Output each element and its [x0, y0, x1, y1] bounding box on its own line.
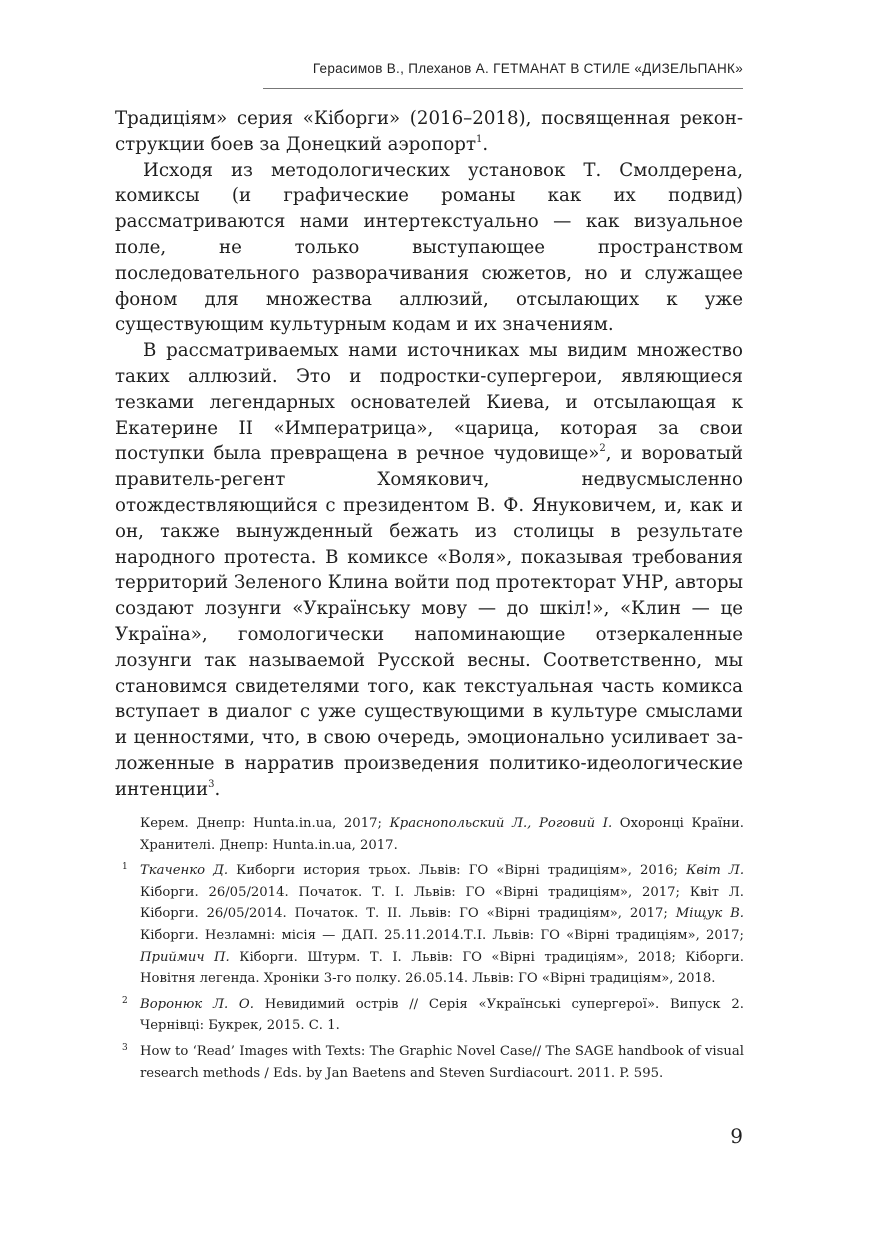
- fn1-h: Кіборги. Штурм. Т. І. Львів: ГО «Вірні традиціям», 2018; Кіборги. Новітня легенда. Хроніки 3-го полку. 26.05.14. Львів: ГО «Вірні традиціям», 2018.: [140, 949, 744, 987]
- fn-cont-b: Краснопольский Л., Роговий І.: [389, 816, 613, 831]
- fn1-g: Приймич П.: [140, 949, 230, 965]
- footnote-ref-1[interactable]: 1: [476, 133, 483, 145]
- paragraph-1-end: .: [482, 133, 489, 155]
- paragraph-3-end: .: [214, 778, 221, 800]
- footnote-ref-3[interactable]: 3: [208, 778, 215, 790]
- fn-cont-c: Охоронці Країни. Хранителі. Днепр: Hunta.in.ua, 2017.: [140, 816, 744, 853]
- main-text: [115, 106, 743, 803]
- paragraph-3-text-a: В рассматриваемых нами источниках мы видим множество таких аллюзий. Это и подростки-супергерои, являющиеся тезками легендарных основателей Киева, и отсылающая к Екатерине II «Императрица», «царица, которая за свои поступки была превращена в речное чудовище»: [115, 340, 743, 465]
- paragraph-3: [115, 338, 743, 802]
- fn1-d: Кіборги. 26/05/2014. Початок. Т. І. Львів: ГО «Вірні традиціям», 2017; Квіт Л. Кіборги. 26/05/2014. Початок. Т. ІІ. Львів: ГО «Вірні традиціям», 2017;: [140, 884, 744, 922]
- footnote-3: [122, 1041, 744, 1084]
- footnote-1: [122, 860, 744, 990]
- fn3-a: How to ‘Read’ Images with Texts: The Graphic Novel Case// The SAGE handbook of visual research methods / Eds. by Jan Baetens and Steven Surdiacourt. 2011. P. 595.: [140, 1043, 744, 1081]
- running-head: [240, 61, 743, 76]
- fn2-b: Невидимий острів // Серія «Українські супергерої». Випуск 2. Чернівці: Букрек, 2015. С. 1.: [140, 996, 744, 1034]
- paragraph-3-text-b: , и вороватый правитель-регент Хомякович, недвусмысленно отождествляющийся с президентом В. Ф. Януковичем, и, как и он, также вынужденный бежать из столицы в результате народного протеста. В комиксе «Воля», показывая требования территорий Зеленого Клина войти под протекторат УНР, авторы создают лозунги «Українську мову — до шкіл!», «Клин — це Україна», гомологически напоминающие отзеркаленные лозунги так называемой Русской весны. Соответственно, мы становимся свидетелями того, как текстуальная часть комикса вступает в диалог с уже существующими в культуре смыслами и ценностями, что, в свою очередь, эмоционально усиливает заложенные в нарратив произведения политико-идеологические интенции: [115, 443, 743, 800]
- footnote-3-number: 3: [122, 1042, 128, 1053]
- footnote-2: [122, 994, 744, 1037]
- paragraph-1-text: Традиціям» серия «Кіборги» (2016–2018), посвященная реконструкции боев за Донецкий аэропорт: [115, 108, 743, 155]
- header-title: ГЕТМАНАТ В СТИЛЕ «ДИЗЕЛЬПАНК»: [493, 61, 743, 76]
- fn1-b: Киборги история трьох. Львів: ГО «Вірні традиціям», 2016;: [228, 863, 687, 879]
- header-authors: Герасимов В., Плеханов А.: [312, 61, 490, 76]
- fn2-a: Воронюк Л. О.: [140, 996, 254, 1012]
- page-number: 9: [730, 1124, 743, 1148]
- header-rule: [263, 88, 743, 89]
- footnote-1-number: 1: [122, 862, 128, 873]
- fn1-c: Квіт Л.: [686, 863, 745, 879]
- footnote-ref-2[interactable]: 2: [599, 443, 606, 455]
- footnote-continuation: [122, 813, 744, 856]
- footnote-2-number: 2: [122, 995, 128, 1006]
- fn1-e: Міщук В.: [675, 906, 744, 922]
- fn1-a: Ткаченко Д.: [140, 863, 229, 879]
- paragraph-2: Исходя из методологических установок Т. Смолдерена, комиксы (и графические романы как их подвид) рассматриваются нами интертекстуально — как визуальное поле, не только выступающее пространством последовательного разворачивания сюжетов, но и служащее фоном для множества аллюзий, отсылающих к уже существующим культурным кодам и их значениям.: [115, 159, 743, 336]
- paragraph-1: [115, 106, 743, 158]
- footnotes: [122, 813, 744, 1088]
- fn1-f: Кіборги. Незламні: місія — ДАП. 25.11.2014.Т.І. Львів: ГО «Вірні традиціям», 2017;: [140, 927, 744, 943]
- fn-cont-a: Керем. Днепр: Hunta.in.ua, 2017;: [140, 816, 390, 831]
